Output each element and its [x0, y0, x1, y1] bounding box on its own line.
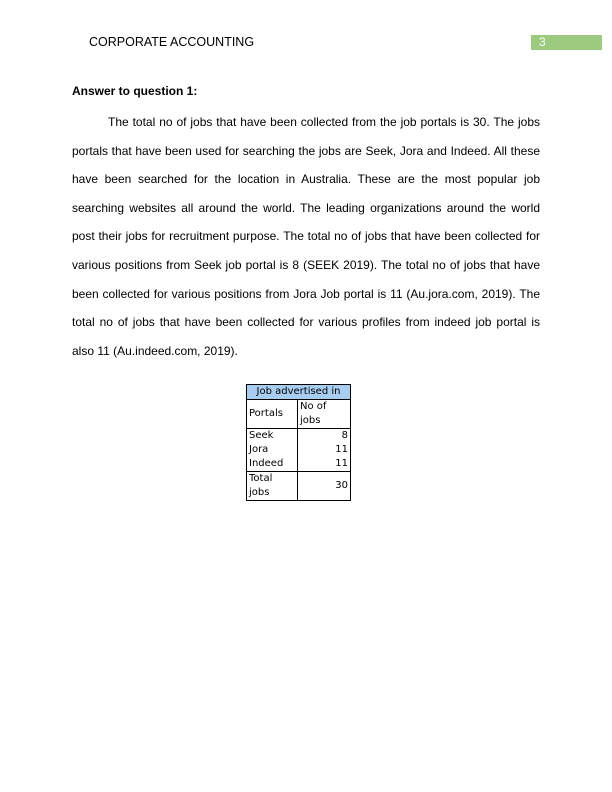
- portal-cell: Indeed: [247, 457, 298, 472]
- running-header: CORPORATE ACCOUNTING: [89, 35, 255, 49]
- total-label: Total jobs: [247, 472, 298, 501]
- total-value: 30: [298, 472, 351, 501]
- total-row: [247, 472, 351, 501]
- table-row: [247, 443, 351, 457]
- column-header: Portals: [247, 400, 298, 429]
- portal-cell: Jora: [247, 443, 298, 457]
- body-paragraph: The total no of jobs that have been collected from the job portals is 30. The jobs portals that have been used for searching the jobs are Seek, Jora and Indeed. All these have been searched for the location in Australia. These are the most popular job searching websites all around the world. The leading organizations around the world post their jobs for recruitment purpose. The total no of jobs that have been collected for various positions from Seek job portal is 8 (SEEK 2019). The total no of jobs that have been collected for various positions from Jora Job portal is 11 (Au.jora.com, 2019). The total no of jobs that have been collected for various profiles from indeed job portal is also 11 (Au.indeed.com, 2019).: [72, 115, 540, 358]
- table-row: [247, 429, 351, 444]
- table-row: [247, 457, 351, 472]
- jobs-table: [246, 384, 351, 501]
- jobs-cell: 8: [341, 430, 348, 441]
- column-header: No of jobs: [298, 400, 351, 429]
- jobs-cell: 11: [335, 444, 348, 455]
- page-number: 3: [531, 35, 602, 50]
- portal-cell: Seek: [247, 429, 298, 444]
- section-heading: Answer to question 1:: [72, 84, 198, 98]
- table-title: Job advertised in: [247, 385, 351, 400]
- jobs-cell: 11: [335, 458, 348, 469]
